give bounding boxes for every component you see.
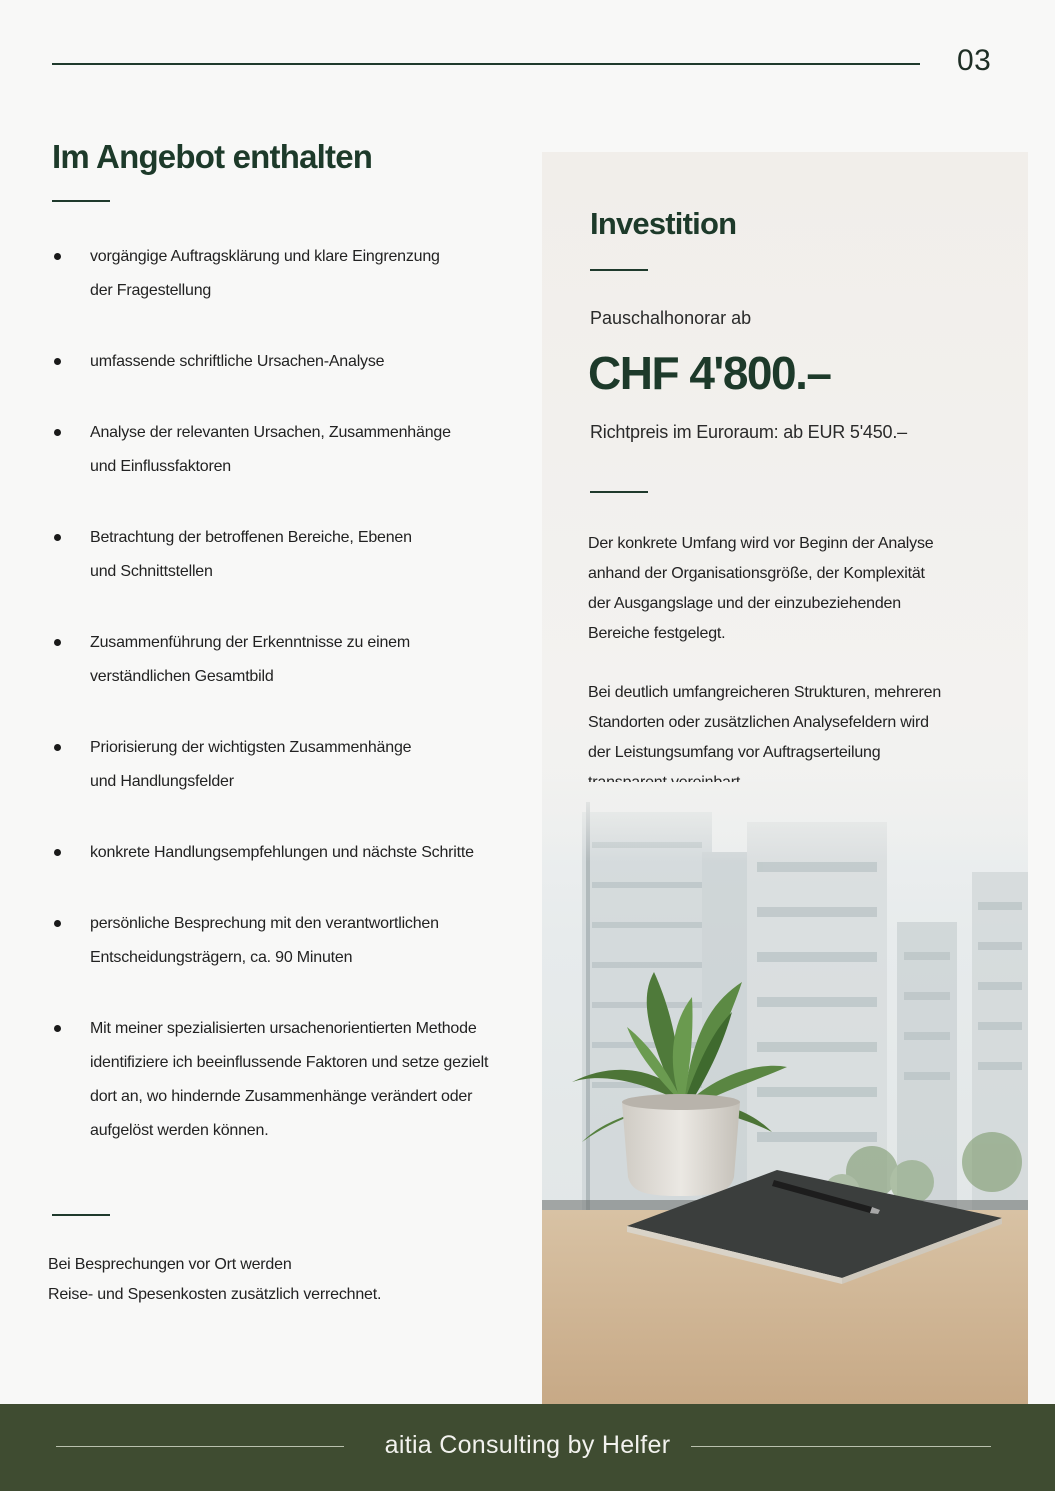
travel-note-rule xyxy=(52,1214,110,1216)
list-item xyxy=(52,907,502,975)
bullet-dot-icon xyxy=(54,429,61,436)
travel-note xyxy=(48,1250,468,1310)
paragraph-line: anhand der Organisationsgröße, der Komplexität xyxy=(588,565,925,582)
bullet-dot-icon xyxy=(54,639,61,646)
list-item-line: verständlichen Gesamtbild xyxy=(90,668,274,685)
footer-brand: aitia Consulting by Helfer xyxy=(384,1431,671,1459)
investment-title-rule xyxy=(590,269,648,271)
bullet-dot-icon xyxy=(54,1025,61,1032)
list-item xyxy=(52,626,502,694)
list-item-line: vorgängige Auftragsklärung und klare Eingrenzung xyxy=(90,248,440,265)
investment-title: Investition xyxy=(590,206,737,241)
paragraph-line: der Leistungsumfang vor Auftragserteilung xyxy=(588,744,881,761)
travel-note-line: Bei Besprechungen vor Ort werden xyxy=(48,1256,292,1273)
offer-title-rule xyxy=(52,200,110,202)
office-plant-notebook-photo xyxy=(542,782,1028,1404)
bullet-dot-icon xyxy=(54,849,61,856)
bullet-dot-icon xyxy=(54,920,61,927)
list-item-line: persönliche Besprechung mit den verantwortlichen xyxy=(90,915,439,932)
list-item xyxy=(52,836,502,870)
footer xyxy=(0,1404,1055,1491)
paragraph-line: Der konkrete Umfang wird vor Beginn der Analyse xyxy=(588,535,934,552)
list-item-line: und Schnittstellen xyxy=(90,563,213,580)
list-item-line: Priorisierung der wichtigsten Zusammenhänge xyxy=(90,739,412,756)
price-rule xyxy=(590,491,648,493)
bullet-dot-icon xyxy=(54,358,61,365)
list-item-line: und Einflussfaktoren xyxy=(90,458,231,475)
list-item-line: Mit meiner spezialisierten ursachenorientierten Methode xyxy=(90,1020,477,1037)
page-number: 03 xyxy=(957,44,992,77)
list-item-line: Betrachtung der betroffenen Bereiche, Ebenen xyxy=(90,529,412,546)
list-item xyxy=(52,1012,502,1148)
travel-note-line: Reise- und Spesenkosten zusätzlich verrechnet. xyxy=(48,1286,382,1303)
list-item-line: konkrete Handlungsempfehlungen und nächste Schritte xyxy=(90,844,474,861)
list-item-line: Entscheidungsträgern, ca. 90 Minuten xyxy=(90,949,353,966)
list-item-line: aufgelöst werden können. xyxy=(90,1122,269,1139)
list-item xyxy=(52,345,502,379)
list-item-line: und Handlungsfelder xyxy=(90,773,234,790)
euro-price: Richtpreis im Euroraum: ab EUR 5'450.– xyxy=(590,422,907,442)
list-item xyxy=(52,521,502,589)
bullet-dot-icon xyxy=(54,534,61,541)
list-item xyxy=(52,416,502,484)
extended-scope-paragraph xyxy=(588,678,968,798)
price-prefix: Pauschalhonorar ab xyxy=(590,308,752,328)
list-item-line: Analyse der relevanten Ursachen, Zusammenhänge xyxy=(90,424,451,441)
list-item-line: dort an, wo hindernde Zusammenhänge verändert oder xyxy=(90,1088,473,1105)
bullet-dot-icon xyxy=(54,744,61,751)
list-item xyxy=(52,240,502,308)
offer-list xyxy=(52,240,502,1185)
paragraph-line: Bei deutlich umfangreicheren Strukturen, mehreren xyxy=(588,684,942,701)
list-item-line: der Fragestellung xyxy=(90,282,212,299)
offer-title: Im Angebot enthalten xyxy=(52,138,373,175)
header-rule xyxy=(52,63,920,65)
investment-panel xyxy=(542,152,1028,1404)
office-scene-illustration xyxy=(542,782,1028,1404)
list-item-line: umfassende schriftliche Ursachen-Analyse xyxy=(90,353,385,370)
list-item xyxy=(52,731,502,799)
paragraph-line: Standorten oder zusätzlichen Analysefeldern wird xyxy=(588,714,929,731)
paragraph-line: Bereiche festgelegt. xyxy=(588,625,726,642)
list-item-line: Zusammenführung der Erkenntnisse zu einem xyxy=(90,634,410,651)
price: CHF 4'800.– xyxy=(588,347,831,399)
list-item-line: identifiziere ich beeinflussende Faktoren und setze gezielt xyxy=(90,1054,489,1071)
scope-paragraph xyxy=(588,529,968,649)
paragraph-line: der Ausgangslage und der einzubeziehenden xyxy=(588,595,901,612)
bullet-dot-icon xyxy=(54,253,61,260)
